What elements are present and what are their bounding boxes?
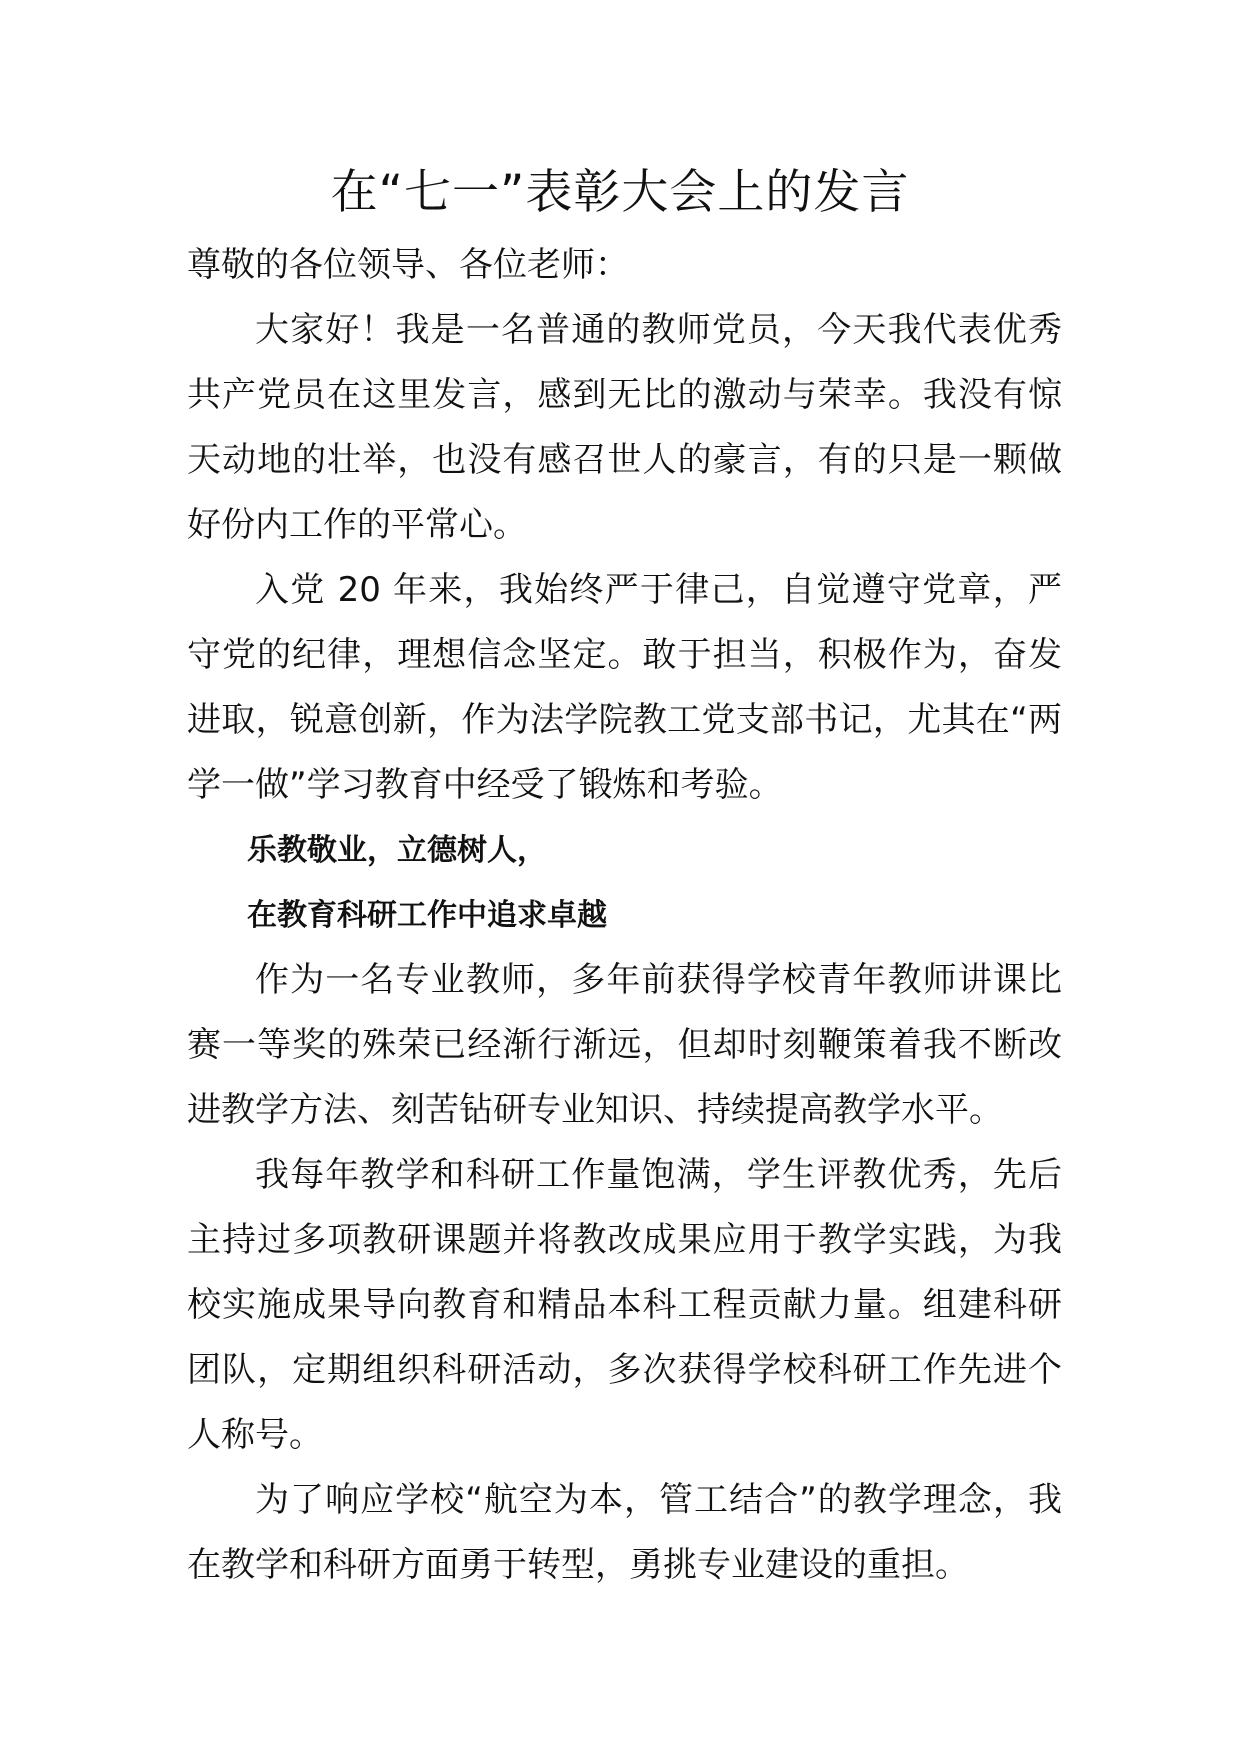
paragraph-teaching: 作为一名专业教师，多年前获得学校青年教师讲课比赛一等奖的殊荣已经渐行渐远，但却时刻鞭策着我不断改进教学方法、刻苦钻研专业知识、持续提高教学水平。 xyxy=(187,960,1062,1130)
paragraph-greeting: 大家好！我是一名普通的教师党员，今天我代表优秀共产党员在这里发言，感到无比的激动与荣幸。我没有惊天动地的壮举，也没有感召世人的豪言，有的只是一颗做好份内工作的平常心。 xyxy=(187,310,1062,545)
section-heading-line-1: 乐教敬业，立德树人， xyxy=(247,833,547,868)
document-title: 在“七一”表彰大会上的发言 xyxy=(330,165,910,220)
salutation: 尊敬的各位领导、各位老师： xyxy=(187,245,629,285)
document-body xyxy=(187,233,1062,1598)
paragraph-transformation: 为了响应学校“航空为本，管工结合”的教学理念，我在教学和科研方面勇于转型，勇挑专业建设的重担。 xyxy=(187,1480,1062,1585)
paragraph-research: 我每年教学和科研工作量饱满，学生评教优秀，先后主持过多项教研课题并将教改成果应用于教学实践，为我校实施成果导向教育和精品本科工程贡献力量。组建科研团队，定期组织科研活动，多次获得学校科研工作先进个人称号。 xyxy=(187,1155,1062,1455)
paragraph-party-membership: 入党 20 年来，我始终严于律己，自觉遵守党章，严守党的纪律，理想信念坚定。敢于担当，积极作为，奋发进取，锐意创新，作为法学院教工党支部书记，尤其在“两学一做”学习教育中经受了锻炼和考验。 xyxy=(187,570,1062,805)
section-heading-line-2: 在教育科研工作中追求卓越 xyxy=(247,898,607,933)
